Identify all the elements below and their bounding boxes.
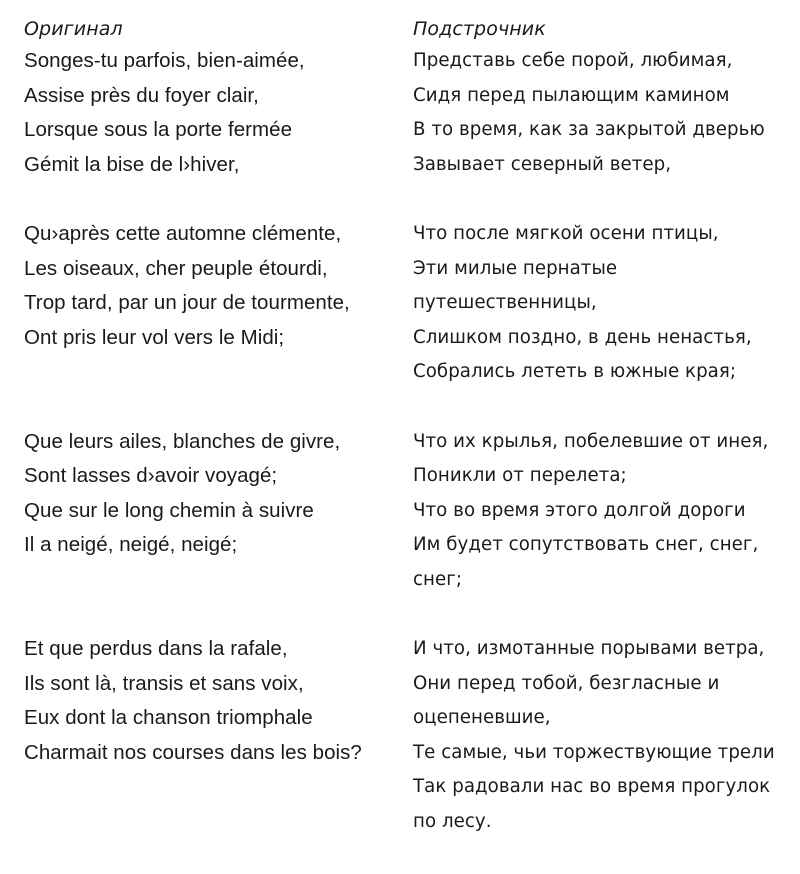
- translation-stanza-1: [413, 44, 783, 182]
- translation-line: Что после мягкой осени птицы,: [413, 223, 719, 244]
- translation-line: В то время, как за закрытой дверью: [413, 119, 765, 140]
- translation-line: Сидя перед пылающим камином: [413, 84, 730, 106]
- translation-line: Эти милые пернатые: [413, 257, 618, 279]
- poem-line: Il a neigé, neigé, neigé;: [24, 533, 238, 556]
- translation-stanza-2: [413, 217, 783, 390]
- translation-column: [413, 14, 783, 874]
- poem-line: Et que perdus dans la rafale,: [24, 637, 288, 660]
- translation-line: Представь себе порой, любимая,: [413, 50, 733, 71]
- translation-line: Так радовали нас во время прогулок: [413, 776, 771, 797]
- poem-line: Qu›après cette automne clémente,: [24, 222, 342, 245]
- poem-line: Eux dont la chanson triomphale: [24, 706, 313, 729]
- poem-line: Ils sont là, transis et sans voix,: [24, 671, 304, 695]
- original-stanza-4: [24, 632, 394, 770]
- poem-line: Assise près du foyer clair,: [24, 83, 259, 107]
- translation-stanza-4: [413, 632, 783, 839]
- translation-line: Что во время этого долгой дороги: [413, 499, 746, 521]
- poem-line: Sont lasses d›avoir voyagé;: [24, 464, 278, 487]
- poem-line: Les oiseaux, cher peuple étourdi,: [24, 256, 328, 280]
- translation-line: Поникли от перелета;: [413, 465, 627, 486]
- original-heading: Оригинал: [24, 18, 123, 40]
- translation-line: И что, измотанные порывами ветра,: [413, 638, 765, 659]
- poem-line: Ont pris leur vol vers le Midi;: [24, 325, 285, 349]
- translation-line: Они перед тобой, безгласные и: [413, 672, 720, 694]
- translation-line: по лесу.: [413, 810, 492, 832]
- poem-line: Que sur le long chemin à suivre: [24, 498, 314, 522]
- poem-line: Lorsque sous la porte fermée: [24, 118, 293, 141]
- translation-line: Те самые, чьи торжествующие трели: [413, 741, 775, 763]
- translation-line: путешественницы,: [413, 292, 597, 313]
- poem-line: Trop tard, par un jour de tourmente,: [24, 291, 350, 314]
- poem-line: Gémit la bise de l›hiver,: [24, 152, 240, 176]
- translation-heading: Подстрочник: [413, 18, 546, 40]
- poem-line: Charmait nos courses dans les bois?: [24, 740, 362, 764]
- translation-line: Собрались лететь в южные края;: [413, 361, 737, 382]
- poem-line: Songes-tu parfois, bien-aimée,: [24, 49, 305, 72]
- translation-line: оцепеневшие,: [413, 707, 551, 728]
- translation-line: снег;: [413, 568, 463, 590]
- original-stanza-2: [24, 217, 394, 355]
- translation-line: Завывает северный ветер,: [413, 153, 672, 175]
- translation-line: Что их крылья, побелевшие от инея,: [413, 430, 769, 452]
- original-stanza-1: [24, 44, 394, 182]
- translation-line: Им будет сопутствовать снег, снег,: [413, 534, 759, 555]
- translation-line: Слишком поздно, в день ненастья,: [413, 326, 752, 348]
- poem-line: Que leurs ailes, blanches de givre,: [24, 429, 341, 453]
- original-stanza-3: [24, 425, 394, 563]
- translation-stanza-3: [413, 425, 783, 598]
- original-column: [24, 14, 394, 805]
